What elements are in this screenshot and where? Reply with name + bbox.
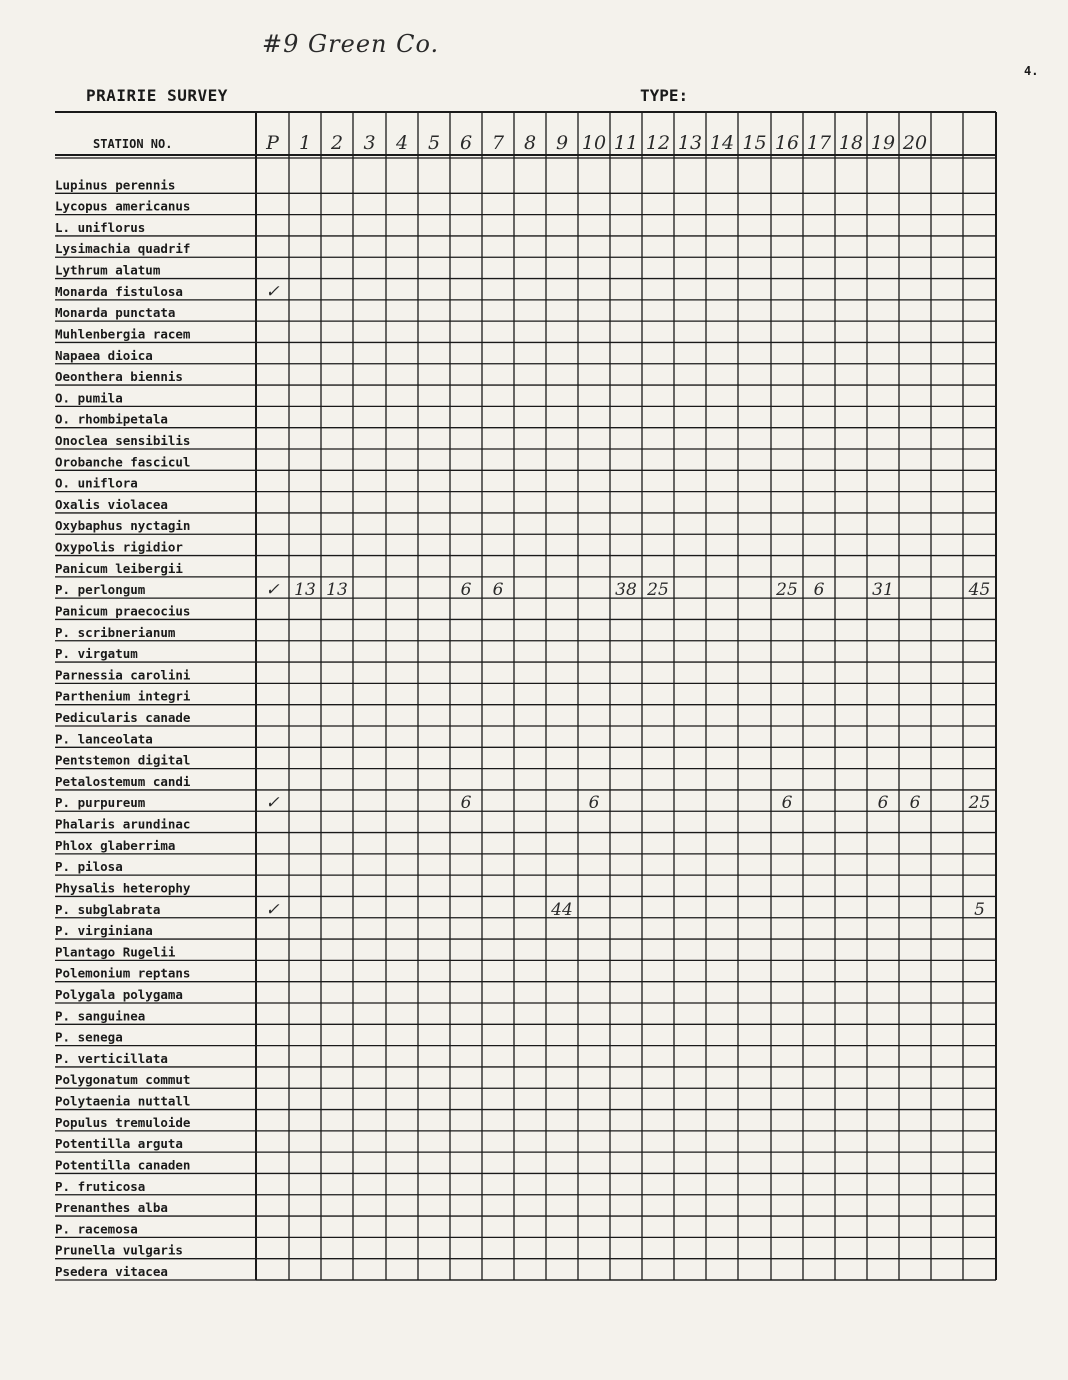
species-label: P. purpureum [55,795,146,811]
cell-entry: ✓ [265,899,280,920]
column-header-1: 1 [298,132,312,154]
species-label: O. rhombipetala [55,411,168,427]
species-label: Polytaenia nuttall [55,1093,191,1109]
type-label: TYPE: [640,86,689,105]
cell-entry: 6 [588,793,600,814]
cell-entry: 6 [460,793,472,814]
species-label: Lupinus perennis [55,177,176,193]
cell-entry: ✓ [265,793,280,814]
species-label: Parthenium integri [55,688,191,704]
column-header-7: 7 [491,132,505,154]
column-header-20: 20 [902,132,928,154]
cell-entry: 45 [968,580,991,601]
column-header-18: 18 [838,132,864,154]
species-label: Panicum praecocius [55,603,191,619]
species-label: P. virgatum [55,646,138,662]
species-label: P. subglabrata [55,901,161,917]
species-label: Potentilla canaden [55,1157,191,1173]
species-label: Phalaris arundinac [55,816,191,832]
species-label: Prenanthes alba [55,1200,168,1216]
species-label: Panicum leibergii [55,560,183,576]
species-label: Oxalis violacea [55,496,168,512]
species-label: P. senega [55,1029,123,1045]
column-header-P: P [266,132,279,154]
cell-entry: 6 [460,580,472,601]
column-header-14: 14 [709,132,735,154]
column-header-15: 15 [742,132,767,154]
species-label: Phlox glaberrima [55,837,176,853]
species-label: O. uniflora [55,475,138,491]
species-label: Populus tremuloide [55,1114,191,1130]
station-no-label: STATION NO. [93,137,173,151]
species-label: Monarda fistulosa [55,283,183,299]
column-header-2: 2 [330,132,344,154]
cell-entry: 6 [877,793,889,814]
column-header-13: 13 [677,132,703,154]
cell-entry: 25 [647,580,669,601]
cell-entry: 44 [551,899,573,920]
column-header-4: 4 [395,132,409,154]
species-label: Physalis heterophy [55,880,191,896]
column-header-12: 12 [645,132,671,154]
species-label: Napaea dioica [55,347,153,363]
species-label: Lycopus americanus [55,198,191,214]
column-header-19: 19 [870,132,896,154]
species-label: Polygala polygama [55,987,183,1002]
species-label: Polygonatum commut [55,1072,191,1088]
species-label: Monarda punctata [55,305,176,321]
species-label: Prunella vulgaris [55,1242,183,1258]
species-label: Oxybaphus nyctagin [55,518,191,534]
cell-entry: 6 [813,580,825,601]
species-label: Oeonthera biennis [55,369,183,385]
species-label: Orobanche fascicul [55,454,191,470]
cell-entry: 31 [872,580,894,601]
form-title: PRAIRIE SURVEY [86,86,228,105]
species-label: P. lanceolata [55,731,153,747]
species-label: P. scribnerianum [55,624,176,640]
cell-entry: 6 [909,793,921,814]
species-label: Polemonium reptans [55,965,191,981]
cell-entry: 6 [492,580,504,601]
species-label: P. verticillata [55,1050,168,1066]
cell-entry: 38 [615,580,637,601]
species-label: Potentilla arguta [55,1136,183,1152]
species-label: Lysimachia quadrif [55,241,191,257]
cell-entry: 6 [781,793,793,814]
species-label: P. perlongum [55,582,146,598]
column-header-17: 17 [806,132,832,154]
species-label: Pentstemon digital [55,752,191,768]
species-label: Onoclea sensibilis [55,433,191,448]
species-label: Petalostemum candi [55,773,191,789]
species-label: O. pumila [55,390,123,406]
column-header-3: 3 [363,132,376,154]
species-label: P. racemosa [55,1221,138,1237]
cell-entry: ✓ [265,580,280,601]
cell-entry: 5 [974,899,985,920]
cell-entry: 25 [968,793,991,814]
species-label: Parnessia carolini [55,667,191,683]
handwritten-header: #9 Green Co. [262,30,440,58]
cell-entry: 13 [326,580,348,601]
species-label: Plantago Rugelii [55,944,176,960]
cell-entry: ✓ [265,281,280,302]
page-number: 4. [1024,64,1039,78]
species-label: Muhlenbergia racem [55,326,191,342]
species-label: L. uniflorus [55,219,146,235]
species-label: P. sanguinea [55,1008,146,1024]
cell-entry: 25 [776,580,798,601]
column-header-11: 11 [613,132,639,154]
species-label: P. pilosa [55,859,123,875]
column-header-10: 10 [581,132,607,154]
species-label: P. fruticosa [55,1178,146,1194]
column-header-8: 8 [523,132,537,154]
species-label: Lythrum alatum [55,262,161,278]
column-header-16: 16 [774,132,800,154]
species-label: Oxypolis rigidior [55,539,183,555]
cell-entry: 13 [294,580,316,601]
column-header-5: 5 [427,132,441,154]
species-label: P. virginiana [55,923,153,939]
species-label: Pedicularis canade [55,710,191,725]
column-header-9: 9 [555,132,569,154]
species-label: Psedera vitacea [55,1264,168,1279]
column-header-6: 6 [459,132,473,154]
